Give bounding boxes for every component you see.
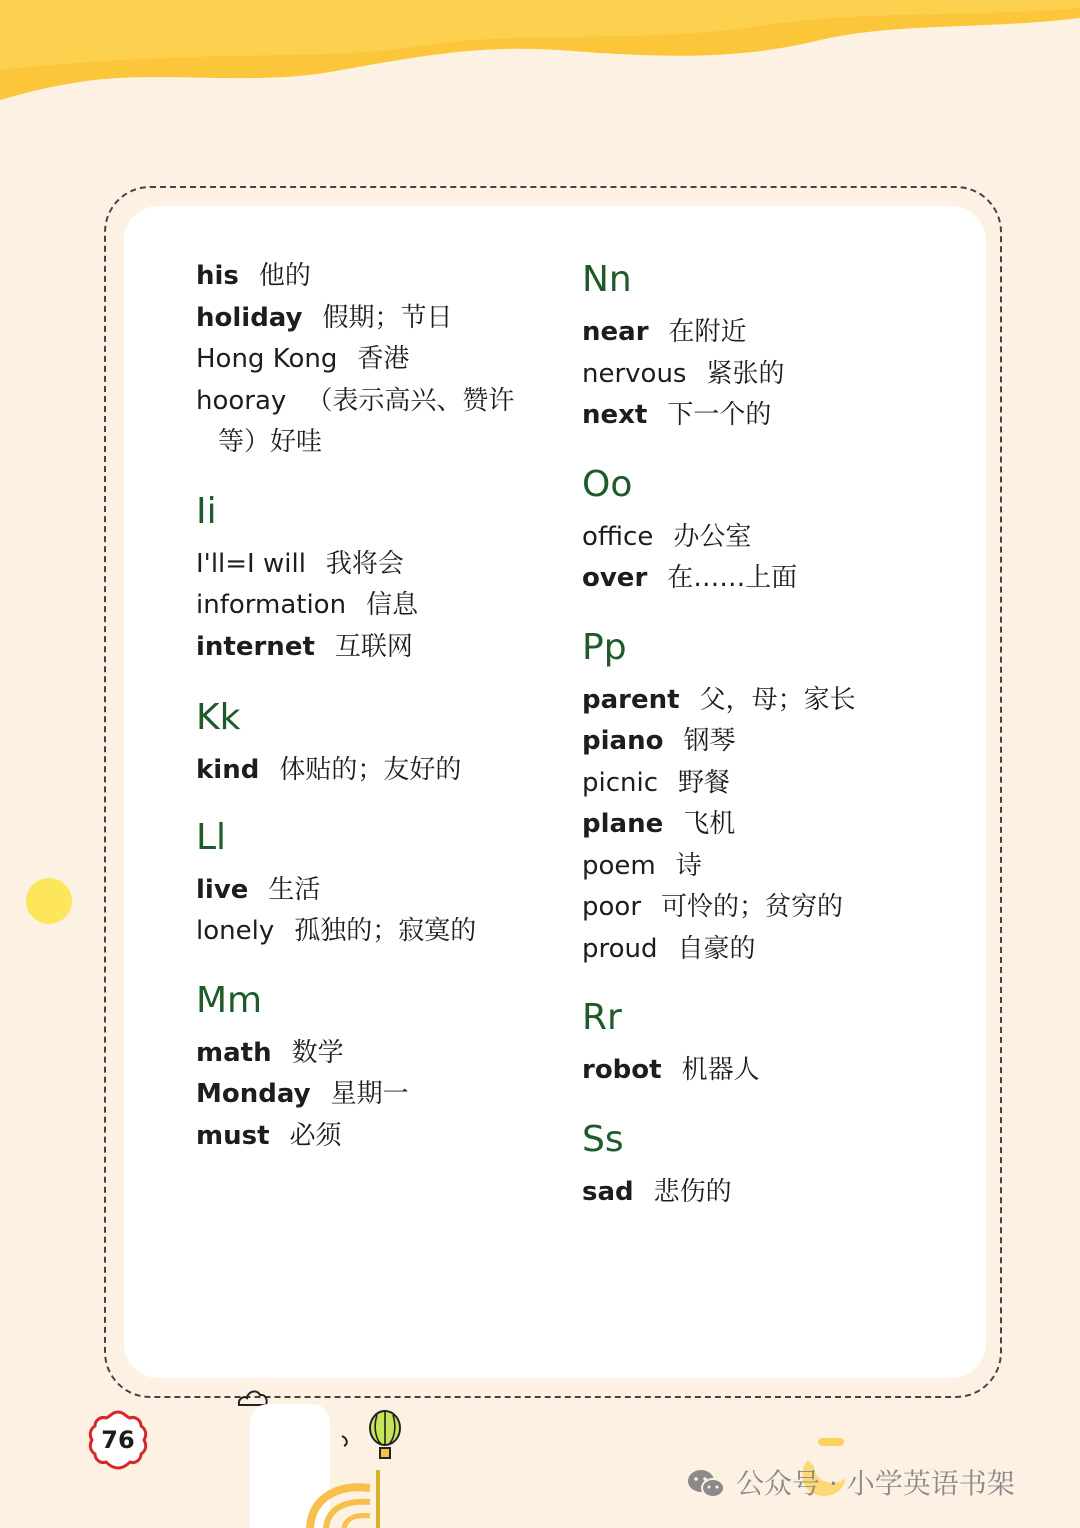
meaning: 野餐	[678, 767, 731, 798]
page-number: 76	[101, 1426, 135, 1454]
meaning: 香港	[357, 344, 410, 374]
word: next	[582, 400, 648, 430]
wechat-watermark	[686, 1462, 1015, 1506]
vocab-entry	[196, 381, 556, 464]
word: sad	[582, 1176, 634, 1207]
meaning: 父，母；家长	[699, 684, 856, 715]
vocab-entry	[196, 1033, 556, 1075]
tick-mark-icon	[340, 1434, 352, 1448]
letter-heading: Pp	[582, 626, 627, 668]
word: proud	[582, 933, 658, 964]
word: office	[582, 521, 654, 552]
meaning: 信息	[366, 590, 419, 620]
vocab-entry	[582, 680, 962, 722]
vocab-entry	[196, 544, 556, 586]
word: poem	[582, 850, 656, 881]
section-s	[582, 1118, 962, 1214]
section-r	[582, 996, 962, 1092]
meaning: 钢琴	[683, 726, 736, 756]
word: parent	[582, 684, 680, 715]
word: math	[196, 1037, 272, 1068]
section-o	[582, 463, 962, 600]
vocab-entry	[582, 558, 962, 600]
word: hooray	[196, 385, 287, 416]
wechat-icon	[686, 1468, 726, 1500]
word: live	[196, 874, 249, 905]
vocab-entry	[196, 256, 556, 298]
vocab-entry	[582, 763, 962, 805]
vocab-entry	[582, 517, 962, 559]
word: information	[196, 590, 347, 620]
word: over	[582, 563, 648, 593]
meaning: 在……上面	[667, 563, 798, 593]
meaning: 可怜的；贫穷的	[661, 892, 844, 922]
section-h	[196, 256, 556, 464]
vocab-entry	[582, 887, 962, 929]
word: I'll=I will	[196, 548, 306, 579]
vocab-entry	[196, 911, 556, 953]
meaning: 机器人	[681, 1055, 760, 1085]
vocab-entry	[582, 804, 962, 846]
vocab-entry	[582, 395, 962, 437]
word: piano	[582, 726, 664, 756]
word: near	[582, 317, 649, 347]
meaning: 体贴的；友好的	[279, 755, 462, 785]
letter-heading: Ii	[196, 490, 217, 532]
meaning: 必须	[289, 1120, 342, 1151]
word: his	[196, 261, 239, 291]
vocab-entry	[582, 846, 962, 888]
vocab-entry	[196, 750, 556, 792]
vocab-entry	[196, 870, 556, 912]
word: robot	[582, 1055, 662, 1085]
word: picnic	[582, 767, 659, 798]
meaning: 互联网	[334, 631, 413, 662]
vocab-entry	[196, 1074, 556, 1116]
yellow-dot-decoration	[26, 878, 72, 924]
word: must	[196, 1120, 270, 1151]
meaning: 他的	[258, 261, 311, 291]
meaning: 假期；节日	[322, 302, 453, 333]
meaning: 我将会	[325, 548, 404, 579]
meaning: 孤独的；寂寞的	[294, 916, 477, 946]
word: poor	[582, 892, 642, 922]
letter-heading: Oo	[582, 463, 633, 505]
vocab-entry	[582, 721, 962, 763]
swirl-decoration-icon	[300, 1466, 380, 1528]
meaning: 数学	[291, 1037, 344, 1068]
meaning: （表示高兴、赞许	[306, 385, 515, 416]
letter-heading: Ss	[582, 1118, 624, 1160]
word: plane	[582, 809, 664, 839]
meaning: 飞机	[683, 809, 736, 839]
vocab-entry	[196, 298, 556, 340]
vocab-entry	[582, 312, 962, 354]
vocab-entry	[196, 627, 556, 669]
word: kind	[196, 755, 260, 785]
meaning: 自豪的	[677, 933, 756, 964]
meaning: 星期一	[330, 1079, 409, 1109]
meaning: 紧张的	[706, 358, 785, 389]
meaning: 下一个的	[667, 400, 772, 430]
word: Monday	[196, 1079, 311, 1109]
meaning: 办公室	[673, 521, 752, 552]
meaning: 在附近	[668, 317, 747, 347]
letter-heading: Ll	[196, 816, 227, 858]
section-p	[582, 626, 962, 971]
word: internet	[196, 631, 315, 662]
section-k	[196, 696, 556, 792]
word: Hong Kong	[196, 344, 338, 374]
section-n	[582, 258, 962, 437]
letter-heading: Kk	[196, 697, 241, 738]
left-column	[196, 256, 556, 1157]
vocab-entry	[582, 1050, 962, 1092]
vocab-entry	[582, 1172, 962, 1214]
vocab-entry	[582, 929, 962, 971]
letter-heading: Rr	[582, 997, 622, 1038]
watermark-text: 公众号 · 小学英语书架	[736, 1467, 1015, 1500]
header-wave	[0, 0, 1080, 110]
meaning: 诗	[675, 850, 702, 881]
vocab-entry	[582, 354, 962, 396]
section-m	[196, 979, 556, 1158]
meaning: 悲伤的	[653, 1176, 732, 1207]
section-i	[196, 490, 556, 669]
letter-heading: Nn	[582, 259, 632, 300]
word: holiday	[196, 302, 303, 333]
meaning: 生活	[268, 874, 321, 905]
vocab-entry	[196, 339, 556, 381]
vocab-entry	[196, 585, 556, 627]
meaning-continued: 等）好哇	[218, 427, 323, 457]
word: nervous	[582, 358, 687, 389]
vocab-entry	[196, 1116, 556, 1158]
section-l	[196, 816, 556, 953]
right-column	[582, 258, 962, 1213]
letter-heading: Mm	[196, 979, 263, 1021]
word: lonely	[196, 916, 275, 946]
